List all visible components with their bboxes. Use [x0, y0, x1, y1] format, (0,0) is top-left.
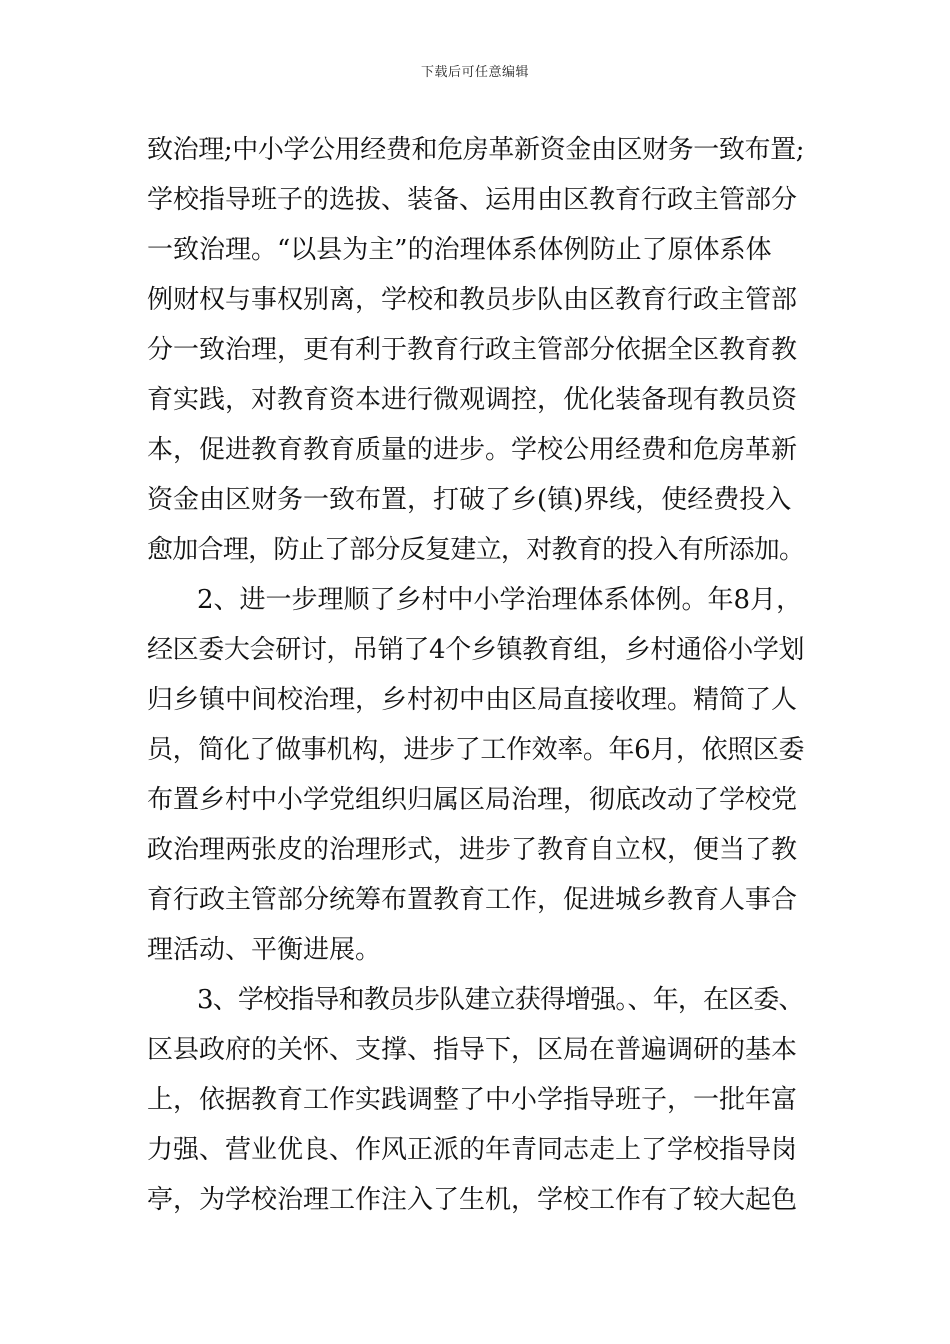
text-line: 员，简化了做事机构，进步了工作效率。年6月，依照区委 — [147, 735, 805, 765]
text-line: 上，依据教育工作实践调整了中小学指导班子，一批年富 — [147, 1085, 798, 1115]
text-line: 本，促进教育教育质量的进步。学校公用经费和危房革新 — [147, 435, 798, 465]
text-line: 育实践，对教育资本进行微观调控，优化装备现有教员资 — [147, 385, 798, 415]
text-line: 分一致治理，更有利于教育行政主管部分依据全区教育教 — [147, 335, 798, 365]
text-line: 致治理;中小学公用经费和危房革新资金由区财务一致布置; — [147, 135, 805, 165]
text-line: 力强、营业优良、作风正派的年青同志走上了学校指导岗 — [147, 1135, 798, 1165]
text-line: 资金由区财务一致布置，打破了乡(镇)界线，使经费投入 — [147, 485, 792, 515]
page-header: 下载后可任意编辑 — [420, 65, 529, 80]
text-line: 一致治理。“以县为主”的治理体系体例防止了原体系体 — [147, 235, 772, 265]
text-line: 理活动、平衡进展。 — [147, 935, 382, 965]
text-line: 政治理两张皮的治理形式，进步了教育自立权，便当了教 — [147, 835, 798, 865]
text-line: 亭，为学校治理工作注入了生机，学校工作有了较大起色 — [147, 1185, 798, 1215]
paragraph-start-line: 2、进一步理顺了乡村中小学治理体系体例。年8月， — [197, 585, 803, 615]
text-line: 愈加合理，防止了部分反复建立，对教育的投入有所添加。 — [147, 535, 805, 565]
text-line: 区县政府的关怀、支撑、指导下，区局在普遍调研的基本 — [147, 1035, 798, 1065]
text-line: 经区委大会研讨，吊销了4个乡镇教育组，乡村通俗小学划 — [147, 635, 805, 665]
text-line: 学校指导班子的选拔、装备、运用由区教育行政主管部分 — [147, 185, 798, 215]
text-line: 育行政主管部分统筹布置教育工作，促进城乡教育人事合 — [147, 885, 798, 915]
text-line: 例财权与事权别离，学校和教员步队由区教育行政主管部 — [147, 285, 798, 315]
text-line: 归乡镇中间校治理，乡村初中由区局直接收理。精简了人 — [147, 685, 798, 715]
text-line: 布置乡村中小学党组织归属区局治理，彻底改动了学校党 — [147, 785, 798, 815]
paragraph-start-line: 3、学校指导和教员步队建立获得增强。、年，在区委、 — [197, 985, 804, 1015]
